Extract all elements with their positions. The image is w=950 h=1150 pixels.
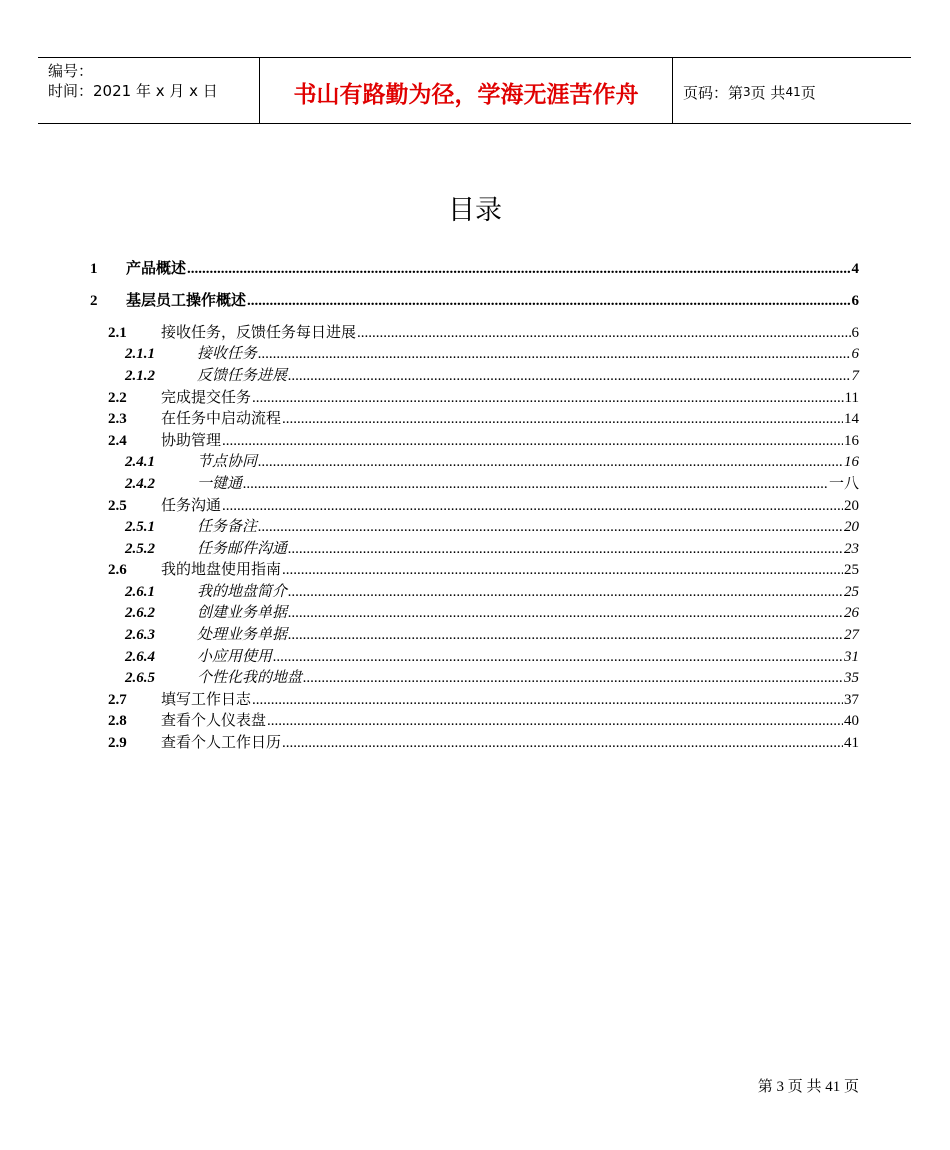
toc-entry[interactable] [125, 450, 859, 471]
toc-entry[interactable] [125, 623, 859, 644]
toc-page: 20 [844, 519, 859, 535]
toc-entry[interactable] [108, 558, 859, 579]
footer-prefix: 第 [757, 1079, 777, 1095]
toc-leader [282, 411, 843, 428]
toc-number: 2.5.2 [125, 541, 155, 557]
toc-entry[interactable] [125, 472, 859, 493]
toc-number: 2.6.2 [125, 605, 155, 621]
toc-text: 产品概述 [126, 261, 187, 277]
toc-number: 2.6.1 [125, 584, 155, 600]
toc-page: 6 [851, 293, 859, 309]
toc-leader [222, 498, 843, 515]
toc-number: 1 [90, 261, 98, 277]
toc-page: 41 [844, 735, 859, 751]
toc-text: 查看个人工作日历 [161, 735, 282, 751]
footer-mid: 页 共 [783, 1079, 826, 1095]
toc-leader [303, 670, 843, 687]
toc-text: 查看个人仪表盘 [161, 713, 267, 729]
header-page-info [673, 58, 911, 123]
toc-leader [252, 390, 844, 407]
toc-leader [288, 627, 843, 644]
toc-number: 2.4.2 [125, 476, 155, 492]
toc-leader [243, 476, 828, 493]
page-current: 3 [743, 85, 751, 99]
toc-number: 2.1 [108, 325, 127, 341]
time-label: 时间： [48, 82, 94, 100]
toc-number: 2.6.3 [125, 627, 155, 643]
toc-page: 11 [844, 390, 859, 406]
toc-leader [252, 692, 843, 709]
toc-page: 23 [844, 541, 859, 557]
toc-text: 任务备注 [197, 519, 258, 535]
toc-text: 一键通 [197, 476, 243, 492]
toc-entry[interactable] [125, 645, 859, 666]
toc-text: 我的地盘使用指南 [161, 562, 282, 578]
toc-leader [288, 605, 843, 622]
toc-entry[interactable] [125, 364, 859, 385]
toc-text: 创建业务单据 [197, 605, 288, 621]
toc-entry[interactable] [125, 342, 859, 363]
toc-text: 完成提交任务 [161, 390, 252, 406]
toc-leader [247, 293, 850, 310]
toc-number: 2.1.2 [125, 368, 155, 384]
toc-number: 2.3 [108, 411, 127, 427]
toc-entry[interactable] [108, 494, 859, 515]
time-year: 2021 [93, 82, 132, 100]
toc-page: 27 [844, 627, 859, 643]
toc-leader [222, 433, 843, 450]
toc-page: 25 [844, 562, 859, 578]
toc-entry[interactable] [108, 429, 859, 450]
toc-leader [267, 713, 843, 730]
toc-page: 26 [844, 605, 859, 621]
toc-text: 处理业务单据 [197, 627, 288, 643]
footer-total: 41 [825, 1079, 841, 1095]
toc-page: 31 [844, 649, 859, 665]
toc-page: 6 [851, 346, 859, 362]
toc-text: 在任务中启动流程 [161, 411, 282, 427]
toc-number: 2.4 [108, 433, 127, 449]
serial-number-label: 编号： [48, 62, 94, 80]
toc-number: 2.6.5 [125, 670, 155, 686]
toc-entry[interactable] [90, 289, 859, 310]
time-rest: 年 x 月 x 日 [131, 82, 218, 100]
page-footer [758, 1075, 859, 1096]
toc-text: 任务邮件沟通 [197, 541, 288, 557]
toc-text: 我的地盘简介 [197, 584, 288, 600]
toc-entry[interactable] [108, 709, 859, 730]
toc-number: 2.5.1 [125, 519, 155, 535]
toc-entry[interactable] [90, 257, 859, 278]
toc-text: 反馈任务进展 [197, 368, 288, 384]
toc-text: 节点协同 [197, 454, 258, 470]
page-prefix: 页码：第 [683, 83, 744, 102]
toc-leader [288, 541, 843, 558]
toc-leader [273, 649, 843, 666]
toc-number: 2.5 [108, 498, 127, 514]
toc-leader [282, 735, 843, 752]
toc-entry[interactable] [108, 731, 859, 752]
toc-leader [187, 261, 850, 278]
toc-text: 个性化我的地盘 [197, 670, 303, 686]
header-motto: 书山有路勤为径，学海无涯苦作舟 [260, 58, 673, 123]
time-line [48, 81, 259, 101]
toc-page: 16 [844, 454, 859, 470]
toc-text: 填写工作日志 [161, 692, 252, 708]
toc-leader [282, 562, 843, 579]
toc-entry[interactable] [108, 688, 859, 709]
toc-number: 2.2 [108, 390, 127, 406]
toc-entry[interactable] [125, 580, 859, 601]
header-meta-cell [38, 58, 260, 123]
page-mid: 页 共 [750, 83, 786, 102]
toc-leader [258, 346, 850, 363]
toc-number: 2 [90, 293, 98, 309]
toc-number: 2.8 [108, 713, 127, 729]
toc-entry[interactable] [108, 386, 859, 407]
toc-page: 40 [844, 713, 859, 729]
page-total: 41 [785, 85, 801, 99]
toc-leader [258, 519, 843, 536]
toc-page: 37 [844, 692, 859, 708]
toc-text: 协助管理 [161, 433, 222, 449]
footer-suffix: 页 [840, 1079, 859, 1095]
toc-page: 14 [844, 411, 859, 427]
toc-leader [258, 454, 843, 471]
toc-number: 2.7 [108, 692, 127, 708]
page-suffix: 页 [800, 83, 816, 102]
toc-leader [357, 325, 850, 342]
toc-entry[interactable] [108, 407, 859, 428]
toc-page: 16 [844, 433, 859, 449]
toc-text: 小应用使用 [197, 649, 273, 665]
toc-page: 一八 [828, 476, 859, 492]
toc-number: 2.4.1 [125, 454, 155, 470]
toc-entry[interactable] [125, 537, 859, 558]
toc-number: 2.9 [108, 735, 127, 751]
toc-page: 20 [844, 498, 859, 514]
toc-text: 基层员工操作概述 [126, 293, 247, 309]
toc-page: 25 [844, 584, 859, 600]
toc-page: 7 [851, 368, 859, 384]
toc-entry[interactable] [125, 666, 859, 687]
toc-entry[interactable] [125, 515, 859, 536]
toc-entry[interactable] [108, 321, 859, 342]
document-header [38, 57, 911, 124]
toc-leader [288, 368, 850, 385]
toc-page: 35 [844, 670, 859, 686]
toc-leader [288, 584, 843, 601]
toc-page: 4 [851, 261, 859, 277]
footer-current: 3 [776, 1079, 784, 1095]
toc-text: 任务沟通 [161, 498, 222, 514]
toc-number: 2.1.1 [125, 346, 155, 362]
toc-number: 2.6 [108, 562, 127, 578]
toc-text: 接收任务 [197, 346, 258, 362]
toc-page: 6 [851, 325, 859, 341]
toc-text: 接收任务，反馈任务每日进展 [161, 325, 357, 341]
toc-title: 目录 [448, 195, 502, 226]
toc-number: 2.6.4 [125, 649, 155, 665]
toc-entry[interactable] [125, 601, 859, 622]
